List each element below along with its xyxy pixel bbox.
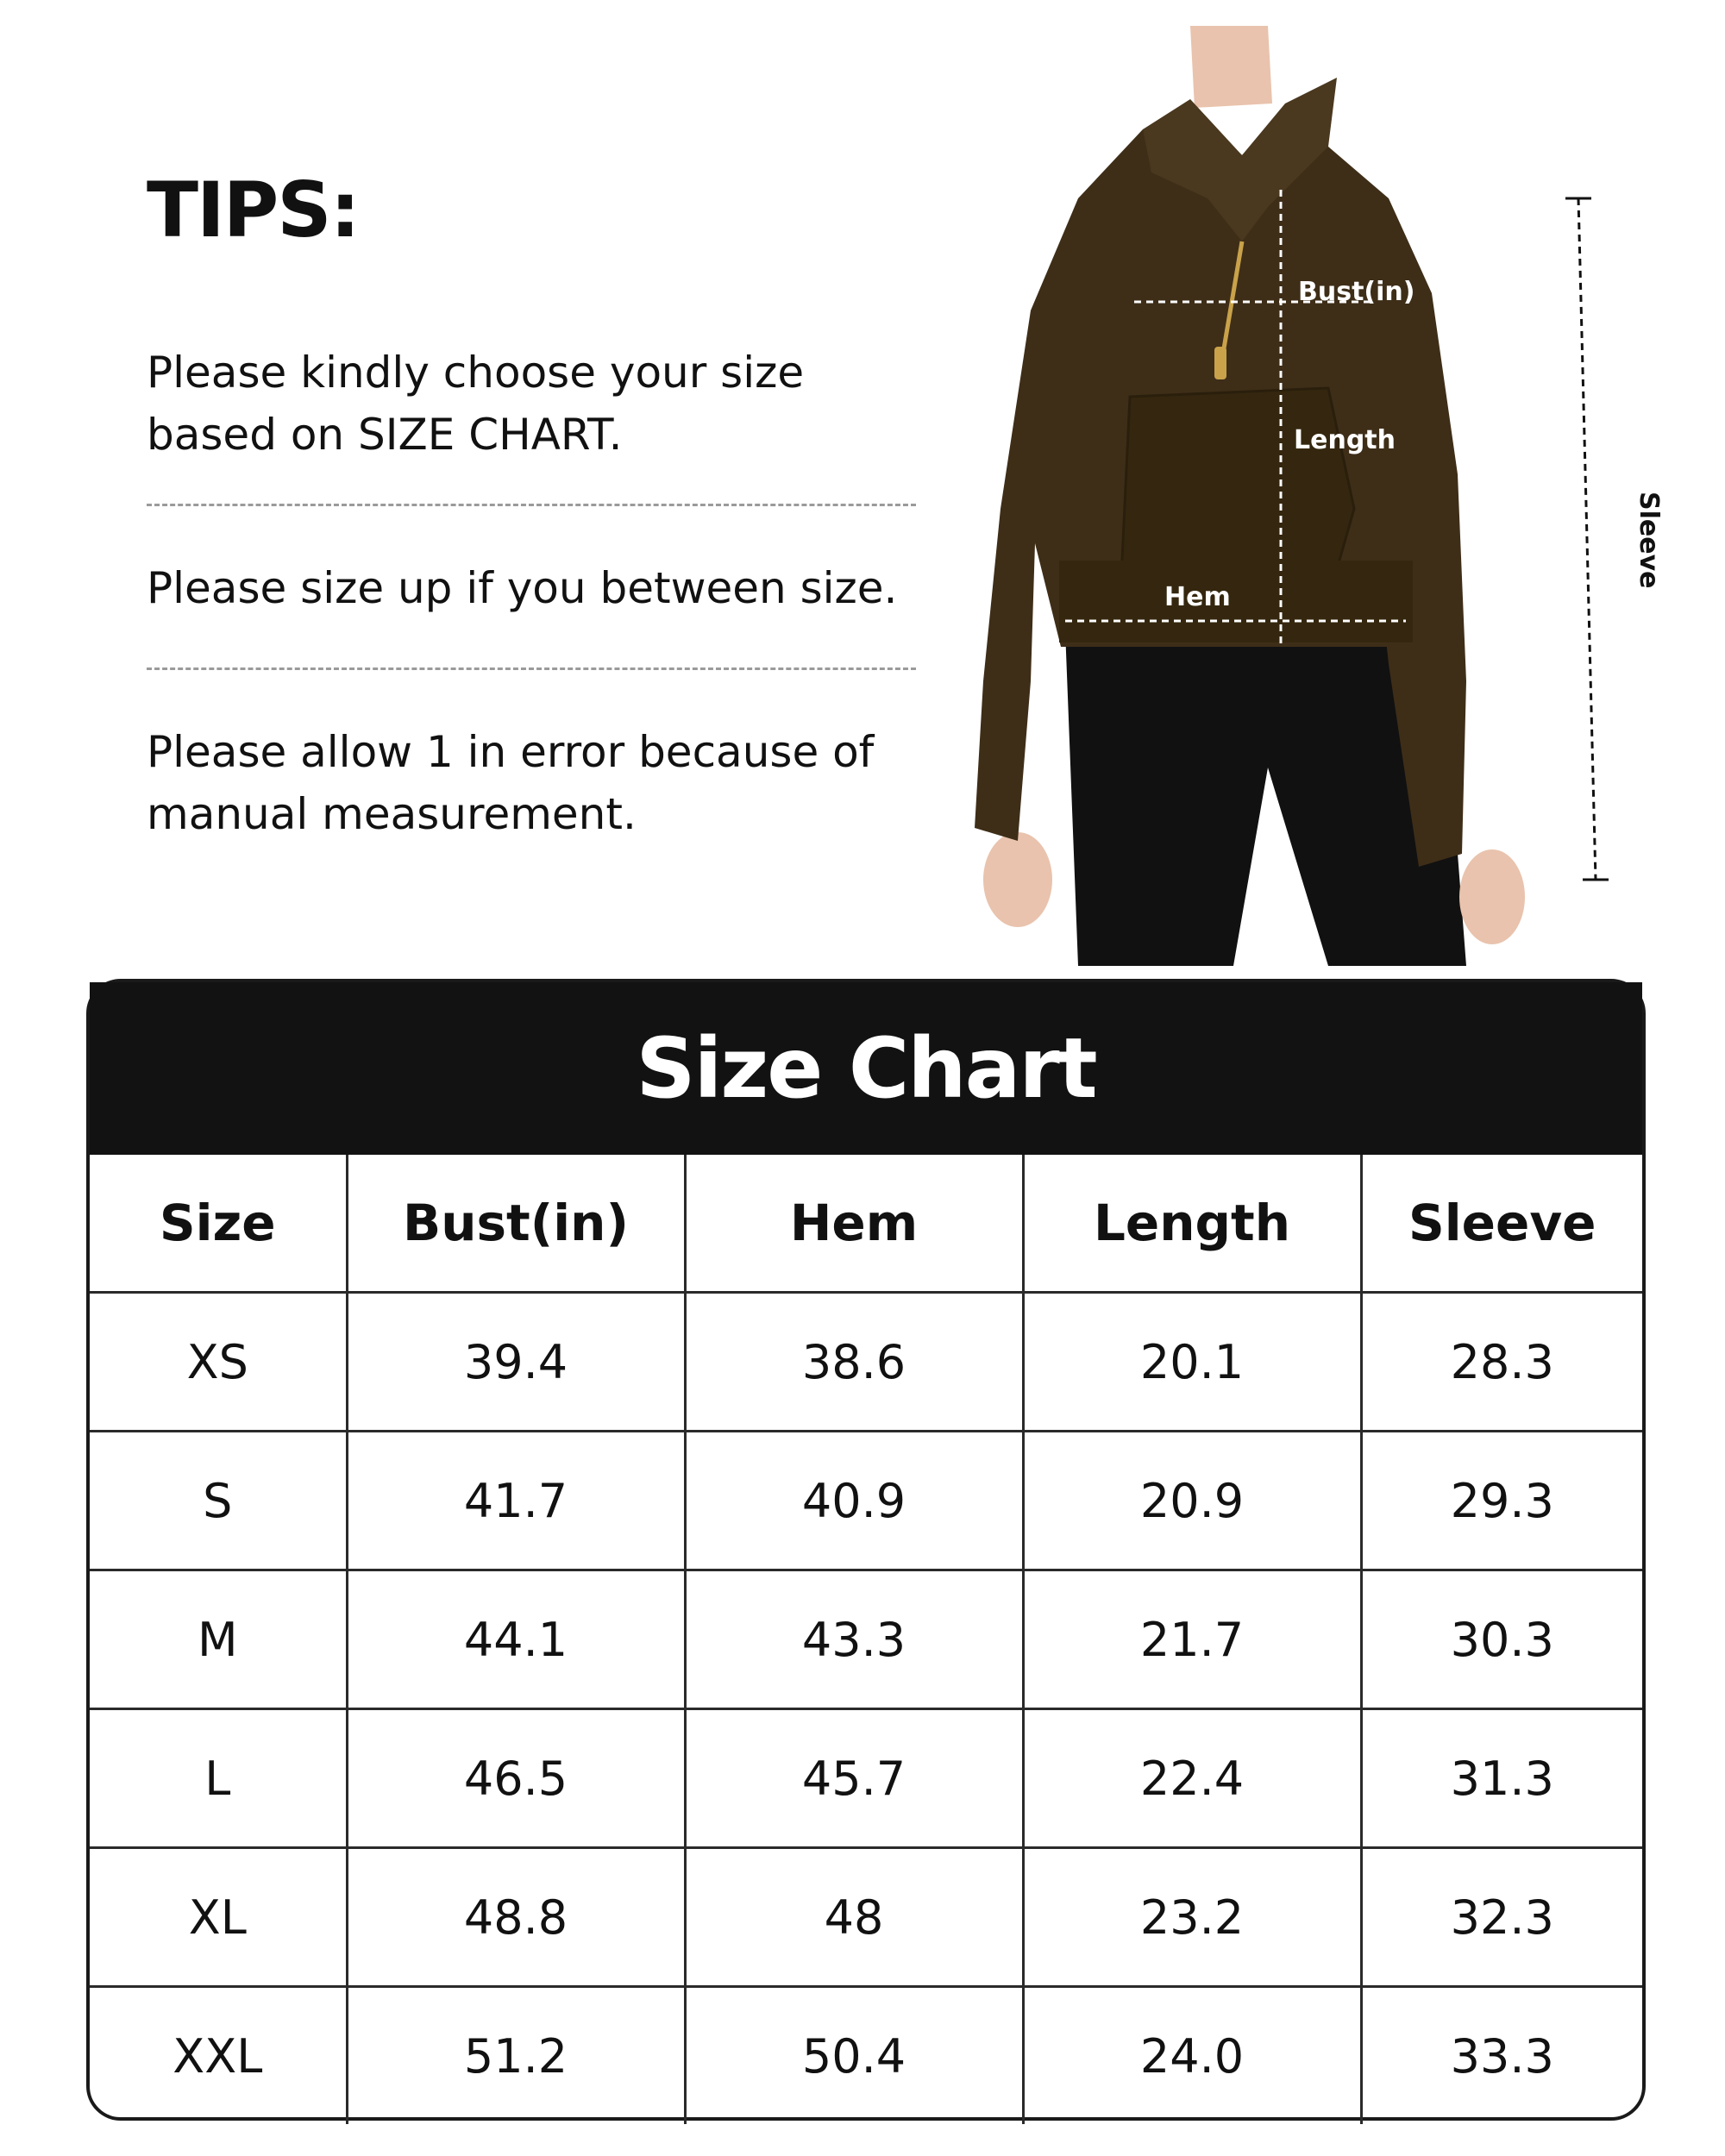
table-cell: 24.0	[1023, 1987, 1361, 2125]
column-header-size: Size	[90, 1155, 347, 1293]
table-row	[90, 1709, 1642, 1848]
table-cell: 46.5	[347, 1709, 685, 1848]
tips-section	[147, 166, 923, 839]
table-cell: 45.7	[685, 1709, 1023, 1848]
tip-text: Please allow 1 in error because of manual measurement.	[147, 727, 875, 839]
tip-divider	[147, 504, 916, 506]
table-cell: 41.7	[347, 1432, 685, 1570]
table-cell: 44.1	[347, 1570, 685, 1709]
table-cell: 43.3	[685, 1570, 1023, 1709]
kangaroo-pocket	[1121, 388, 1354, 578]
table-cell: L	[90, 1709, 347, 1848]
model-illustration	[983, 26, 1664, 966]
table-cell: 40.9	[685, 1432, 1023, 1570]
tip-text: Please size up if you between size.	[147, 563, 898, 613]
left-hand	[983, 832, 1052, 927]
table-row	[90, 1293, 1642, 1432]
hem-band	[1059, 561, 1413, 642]
table-cell: 48.8	[347, 1848, 685, 1987]
table-cell: 22.4	[1023, 1709, 1361, 1848]
size-table	[90, 1155, 1642, 2124]
table-cell: S	[90, 1432, 347, 1570]
size-chart-header	[90, 982, 1642, 1155]
table-cell: M	[90, 1570, 347, 1709]
table-row	[90, 1987, 1642, 2125]
table-row	[90, 1848, 1642, 1987]
column-header-hem: Hem	[685, 1155, 1023, 1293]
tip-divider	[147, 667, 916, 670]
length-label: Length	[1294, 425, 1396, 455]
table-cell: 30.3	[1361, 1570, 1642, 1709]
table-header-row	[90, 1155, 1642, 1293]
table-cell: XXL	[90, 1987, 347, 2125]
table-cell: 20.9	[1023, 1432, 1361, 1570]
hem-label: Hem	[1164, 582, 1231, 612]
table-cell: 28.3	[1361, 1293, 1642, 1432]
column-header-length: Length	[1023, 1155, 1361, 1293]
table-cell: 50.4	[685, 1987, 1023, 2125]
table-cell: 29.3	[1361, 1432, 1642, 1570]
table-cell: 51.2	[347, 1987, 685, 2125]
table-cell: 33.3	[1450, 2028, 1554, 2084]
table-cell: XS	[90, 1293, 347, 1432]
tip-text: Please kindly choose your size based on SIZE CHART.	[147, 348, 805, 460]
sleeve-label: Sleeve	[1634, 492, 1664, 589]
bust-label: Bust(in)	[1298, 277, 1415, 307]
table-cell: 39.4	[347, 1293, 685, 1432]
table-cell: 31.3	[1361, 1709, 1642, 1848]
table-cell: 38.6	[685, 1293, 1023, 1432]
size-chart	[86, 979, 1646, 2121]
sleeve-measure-line	[1578, 198, 1596, 880]
tips-title: TIPS:	[147, 166, 359, 254]
jacket-measurement-diagram	[983, 26, 1664, 966]
table-cell: 48	[685, 1848, 1023, 1987]
size-chart-title: Size Chart	[636, 1020, 1096, 1117]
table-cell: 20.1	[1023, 1293, 1361, 1432]
neck	[1190, 26, 1272, 108]
column-header-sleeve: Sleeve	[1361, 1155, 1642, 1293]
zipper-pull	[1214, 347, 1226, 379]
table-cell: 21.7	[1023, 1570, 1361, 1709]
table-cell: 32.3	[1361, 1848, 1642, 1987]
table-row	[90, 1432, 1642, 1570]
column-header-bust: Bust(in)	[347, 1155, 685, 1293]
table-row	[90, 1570, 1642, 1709]
right-hand	[1459, 849, 1525, 944]
table-cell: XL	[90, 1848, 347, 1987]
table-cell: 23.2	[1023, 1848, 1361, 1987]
